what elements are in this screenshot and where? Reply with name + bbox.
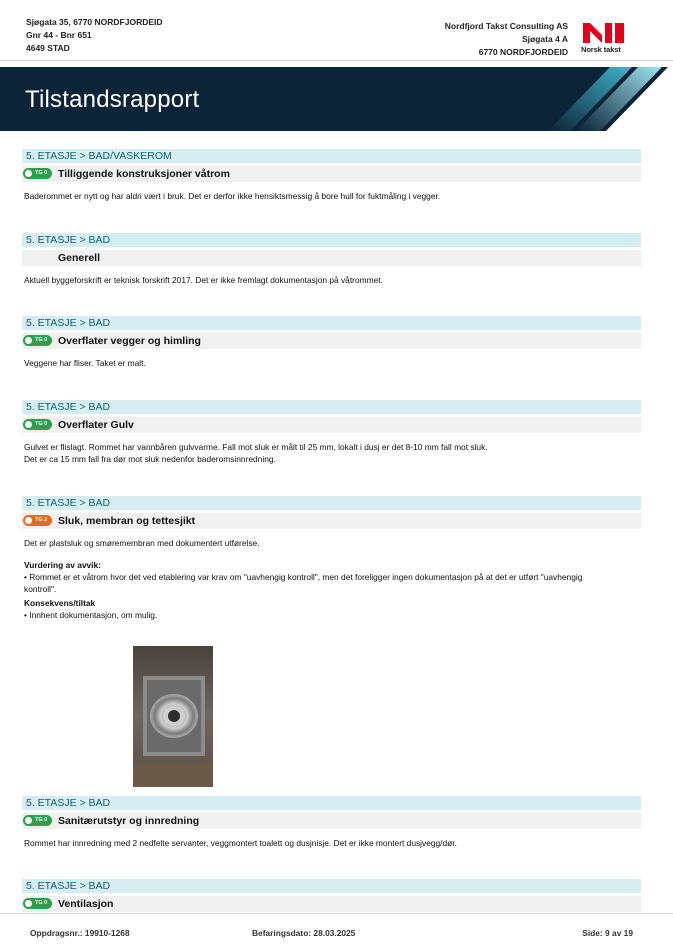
condition-badge: TG 0 bbox=[23, 898, 52, 909]
deviation-text: • Rommet er et våtrom hvor det ved etablering var krav om "uavhengig kontroll", men det foreligger ingen dokumentasjon på at det er utført "uavhengig kontroll". bbox=[24, 572, 583, 594]
report-banner bbox=[0, 67, 673, 131]
section-title-row bbox=[22, 333, 641, 349]
section-title-row bbox=[22, 896, 641, 912]
section-path: 5. ETASJE > BAD bbox=[22, 316, 641, 330]
condition-badge: TG 0 bbox=[23, 419, 52, 430]
section-text: Gulvet er flislagt. Rommet har vannbåren gulvvarme. Fall mot sluk er målt til 25 mm, lokalt i dusj er det 8-10 mm fall mot sluk. Det er ca 15 mm fall fra dør mot sluk nedenfor baderomsinnredning. bbox=[24, 442, 488, 464]
footer-divider bbox=[0, 913, 673, 914]
section-title: Ventilasjon bbox=[58, 898, 114, 910]
condition-badge: TG 0 bbox=[23, 815, 52, 826]
page-number: Side: 9 av 19 bbox=[582, 928, 633, 938]
report-section bbox=[22, 316, 641, 369]
badge-dot-icon bbox=[25, 900, 32, 907]
section-path: 5. ETASJE > BAD bbox=[22, 879, 641, 893]
property-address bbox=[26, 16, 163, 55]
address-line: 4649 STAD bbox=[26, 43, 70, 53]
report-section bbox=[22, 233, 641, 286]
drain-image-icon bbox=[133, 646, 213, 787]
badge-dot-icon bbox=[25, 170, 32, 177]
report-section bbox=[22, 796, 641, 849]
company-address bbox=[445, 20, 568, 59]
assignment-number: Oppdragsnr.: 19910-1268 bbox=[30, 928, 130, 938]
section-text: Det er plastsluk og smøremembran med dokumentert utførelse. bbox=[24, 538, 260, 548]
condition-badge: TG 0 bbox=[23, 335, 52, 346]
address-line: Sjøgata 35, 6770 NORDFJORDEID bbox=[26, 17, 163, 27]
report-section bbox=[22, 400, 641, 465]
section-path: 5. ETASJE > BAD/VASKEROM bbox=[22, 149, 641, 163]
report-section bbox=[22, 149, 641, 202]
section-title: Overflater Gulv bbox=[58, 419, 134, 431]
badge-dot-icon bbox=[25, 421, 32, 428]
section-text: Veggene har fliser. Taket er malt. bbox=[24, 358, 146, 368]
section-title: Sluk, membran og tettesjikt bbox=[58, 515, 196, 527]
badge-dot-icon bbox=[25, 517, 32, 524]
company-line: 6770 NORDFJORDEID bbox=[478, 47, 568, 57]
section-text: Rommet har innredning med 2 nedfelte servanter, veggmontert toalett og dusjnisje. Det er ikke montert dusjvegg/dør. bbox=[24, 838, 457, 848]
deviation-heading: Vurdering av avvik: bbox=[24, 560, 101, 570]
condition-badge: TG 2 bbox=[23, 515, 52, 526]
section-text: Aktuell byggeforskrift er teknisk forskrift 2017. Det er ikke fremlagt dokumentasjon på våtrommet. bbox=[24, 275, 383, 285]
badge-dot-icon bbox=[25, 337, 32, 344]
inspection-date: Befaringsdato: 28.03.2025 bbox=[252, 928, 356, 938]
section-path: 5. ETASJE > BAD bbox=[22, 496, 641, 510]
badge-dot-icon bbox=[25, 817, 32, 824]
section-title: Generell bbox=[58, 252, 101, 264]
consequence-heading: Konsekvens/tiltak bbox=[24, 598, 96, 608]
section-title-row bbox=[22, 250, 641, 266]
section-title-row bbox=[22, 417, 641, 433]
section-path: 5. ETASJE > BAD bbox=[22, 796, 641, 810]
section-title-row bbox=[22, 813, 641, 829]
consequence-text: • Innhent dokumentasjon, om mulig. bbox=[24, 610, 158, 620]
address-line: Gnr 44 - Bnr 651 bbox=[26, 30, 92, 40]
condition-badge: TG 0 bbox=[23, 168, 52, 179]
section-title-row bbox=[22, 166, 641, 182]
section-path: 5. ETASJE > BAD bbox=[22, 400, 641, 414]
company-line: Nordfjord Takst Consulting AS bbox=[444, 21, 568, 31]
report-section bbox=[22, 496, 641, 621]
report-section bbox=[22, 879, 641, 912]
report-title: Tilstandsrapport bbox=[25, 86, 200, 113]
company-line: Sjøgata 4 A bbox=[522, 34, 568, 44]
header-divider bbox=[0, 60, 673, 61]
section-title-row bbox=[22, 513, 641, 529]
section-title: Sanitærutstyr og innredning bbox=[58, 815, 200, 827]
section-path: 5. ETASJE > BAD bbox=[22, 233, 641, 247]
logo-text: Norsk takst bbox=[581, 45, 621, 54]
section-title: Tilliggende konstruksjoner våtrom bbox=[58, 168, 230, 180]
section-text: Baderommet er nytt og har aldri vært i bruk. Det er derfor ikke hensiktsmessig å bore hull for fuktmåling i vegger. bbox=[24, 191, 441, 201]
drain-photo[interactable] bbox=[133, 646, 213, 787]
section-title: Overflater vegger og himling bbox=[58, 335, 201, 347]
